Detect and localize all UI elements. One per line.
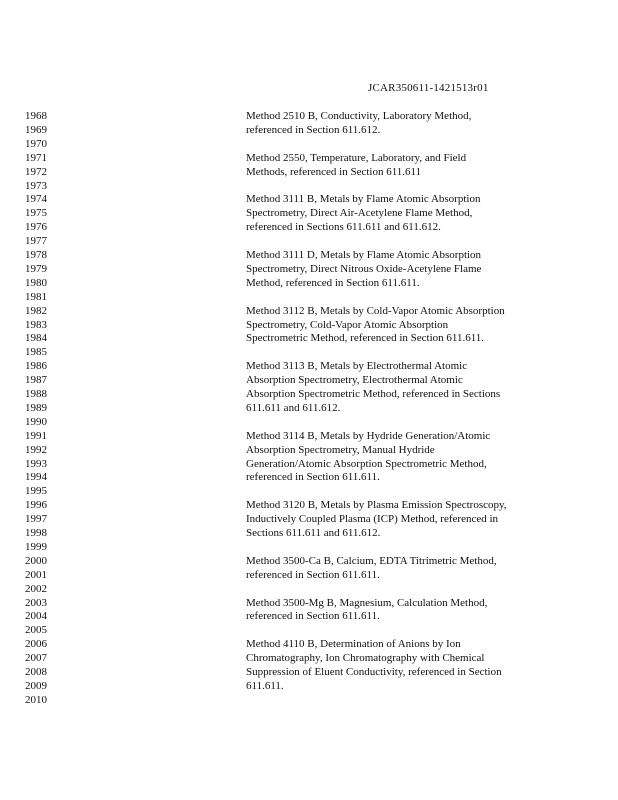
line-text: Method, referenced in Section 611.611.: [246, 276, 420, 289]
line-number: 1988: [25, 388, 47, 400]
line-text: 611.611.: [246, 679, 284, 692]
line-text: referenced in Section 611.612.: [246, 123, 381, 136]
line-text: Method 3114 B, Metals by Hydride Generation/Atomic: [246, 429, 491, 442]
line-number: 1993: [25, 457, 47, 470]
line-number: 1979: [25, 262, 47, 275]
line-number: 2001: [25, 568, 47, 581]
line-text: Generation/Atomic Absorption Spectrometric Method,: [246, 457, 487, 470]
line-text: referenced in Section 611.611.: [246, 610, 380, 623]
line-text: Inductively Coupled Plasma (ICP) Method, referenced in: [246, 513, 499, 526]
line-text: Method 3111 D, Metals by Flame Atomic Absorption: [246, 249, 482, 261]
line-text: Spectrometry, Direct Air-Acetylene Flame Method,: [246, 207, 473, 220]
line-number: 1970: [25, 137, 47, 150]
line-number: 2004: [25, 610, 47, 623]
document-id-header: JCAR350611-1421513r01: [368, 82, 489, 94]
line-text: Method 2550, Temperature, Laboratory, and Field: [246, 151, 467, 164]
line-number: 2006: [25, 638, 47, 651]
line-text: Spectrometric Method, referenced in Section 611.611.: [246, 332, 485, 345]
line-number: 1978: [25, 249, 47, 261]
line-text: Method 3113 B, Metals by Electrothermal Atomic: [246, 360, 468, 373]
line-text: Sections 611.611 and 611.612.: [246, 527, 381, 539]
line-number: 1983: [25, 318, 47, 331]
line-text: Methods, referenced in Section 611.611: [246, 165, 422, 178]
line-text: 611.611 and 611.612.: [246, 401, 341, 414]
line-number: 2008: [25, 666, 47, 678]
line-text: Method 3112 B, Metals by Cold-Vapor Atomic Absorption: [246, 304, 505, 317]
line-text: Suppression of Eluent Conductivity, referenced in Section: [246, 666, 502, 678]
line-number: 1992: [25, 443, 47, 456]
line-number: 1972: [25, 165, 47, 178]
line-number: 1977: [25, 235, 47, 248]
line-number: 2003: [25, 596, 47, 609]
line-number: 1984: [25, 332, 47, 345]
line-text: Method 4110 B, Determination of Anions by Ion: [246, 638, 461, 651]
line-number: 1994: [25, 471, 47, 484]
line-number: 2005: [25, 624, 47, 637]
line-number: 1981: [25, 290, 47, 303]
line-number: 1973: [25, 179, 47, 192]
line-number: 1980: [25, 276, 47, 289]
line-number: 1997: [25, 513, 47, 526]
line-number: 1974: [25, 193, 47, 206]
line-number: 1976: [25, 221, 47, 234]
line-number: 1985: [25, 346, 47, 359]
line-number: 2010: [25, 693, 47, 706]
line-number: 1998: [25, 527, 47, 539]
line-number: 1996: [25, 499, 47, 512]
line-number: 1971: [25, 151, 47, 164]
line-number: 1987: [25, 374, 47, 387]
line-number: 2009: [25, 679, 47, 692]
line-text: Method 3500-Mg B, Magnesium, Calculation Method,: [246, 596, 488, 609]
line-number: 1991: [25, 429, 47, 442]
line-number: 1968: [25, 110, 47, 122]
line-text: Spectrometry, Direct Nitrous Oxide-Acetylene Flame: [246, 262, 482, 275]
line-text: Chromatography, Ion Chromatography with Chemical: [246, 652, 485, 665]
line-number: 1999: [25, 540, 47, 553]
line-text: Spectrometry, Cold-Vapor Atomic Absorption: [246, 318, 449, 331]
line-text: Absorption Spectrometric Method, referenced in Sections: [246, 388, 501, 400]
line-number: 1986: [25, 360, 47, 373]
line-text: referenced in Section 611.611.: [246, 471, 380, 484]
line-text: referenced in Sections 611.611 and 611.612.: [246, 221, 441, 234]
line-text: Method 3111 B, Metals by Flame Atomic Absorption: [246, 193, 481, 206]
line-number: 1995: [25, 485, 47, 498]
line-text: Absorption Spectrometry, Manual Hydride: [246, 443, 435, 456]
line-text: Absorption Spectrometry, Electrothermal Atomic: [246, 374, 463, 387]
line-number: 1969: [25, 123, 47, 136]
line-text: Method 3120 B, Metals by Plasma Emission Spectroscopy,: [246, 499, 507, 512]
line-number: 1990: [25, 415, 47, 428]
line-number: 2002: [25, 582, 47, 595]
line-number: 1989: [25, 401, 47, 414]
line-number: 2007: [25, 652, 47, 665]
line-number: 1975: [25, 207, 47, 220]
line-number: 2000: [25, 554, 47, 567]
line-number: 1982: [25, 304, 47, 317]
line-text: referenced in Section 611.611.: [246, 568, 380, 581]
line-text: Method 3500-Ca B, Calcium, EDTA Titrimetric Method,: [246, 554, 497, 567]
line-text: Method 2510 B, Conductivity, Laboratory Method,: [246, 110, 472, 122]
